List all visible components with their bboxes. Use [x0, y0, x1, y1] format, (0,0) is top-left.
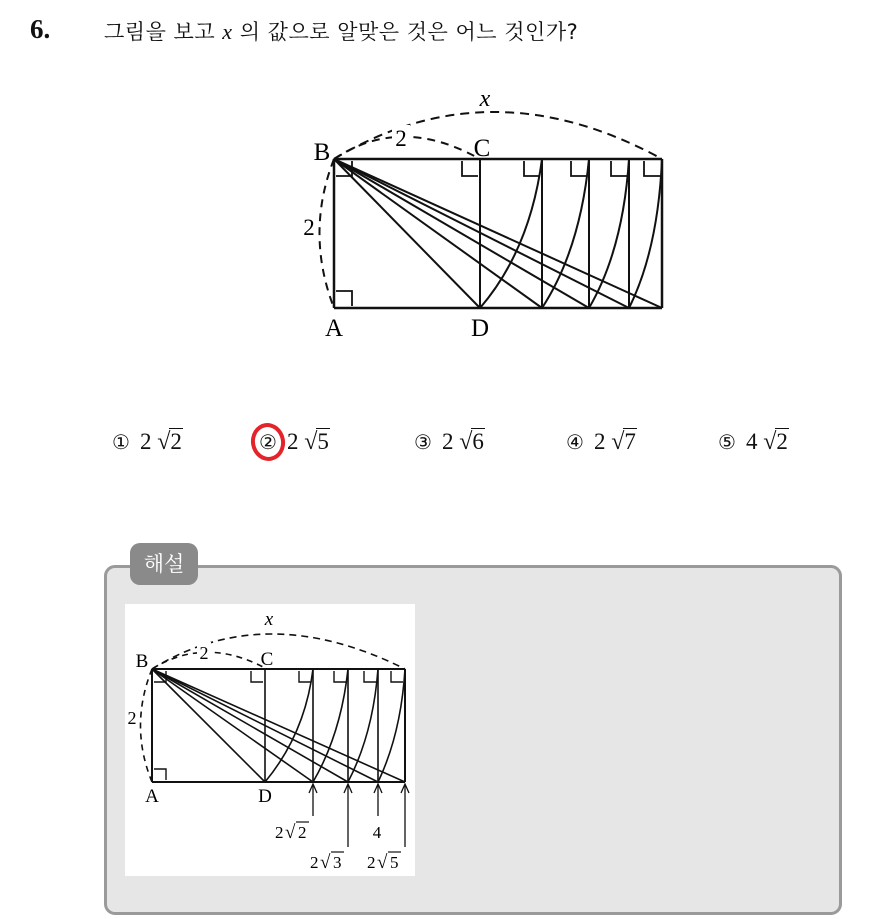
- sqrt-sign: √: [157, 429, 171, 455]
- sol-point-label-c: C: [260, 649, 274, 670]
- sol-arrow-label-2-radicand: 3: [333, 853, 342, 872]
- point-label-d: D: [470, 315, 490, 342]
- choice-5[interactable]: [718, 428, 789, 456]
- sol-point-label-a: A: [145, 786, 159, 807]
- sol-point-label-b: B: [135, 651, 149, 672]
- compass-arc-4: [629, 159, 662, 308]
- sol-diagonal-bd: [152, 669, 265, 782]
- sol-arrow-label-1-coef: 2: [275, 823, 284, 842]
- sol-right-angle-5: [391, 671, 403, 682]
- sqrt-sign: √: [459, 429, 473, 455]
- diagonal-bd: [334, 159, 480, 308]
- sol-x-dashed-arc: [152, 634, 405, 669]
- sqrt-sign: √: [611, 429, 625, 455]
- right-angle-2: [524, 161, 540, 176]
- choice-3-coefficient: 2: [441, 429, 454, 454]
- sol-ab-length-label: 2: [127, 708, 137, 728]
- diagonal-4: [334, 159, 629, 308]
- question-number: 6.: [30, 14, 51, 44]
- sol-arrow-4: [401, 784, 409, 847]
- choice-1[interactable]: [112, 428, 183, 456]
- choice-3-number: ③: [414, 430, 432, 454]
- sol-arrow-2: [344, 784, 352, 847]
- sol-compass-arc-3: [348, 669, 378, 782]
- solution-tab: 해설: [130, 543, 198, 585]
- question-variable: x: [222, 19, 233, 44]
- sol-arrow-3: [374, 784, 382, 816]
- sol-diagonal-3: [152, 669, 348, 782]
- sqrt-sign: √: [304, 429, 318, 455]
- choice-5-radicand: 2: [776, 429, 788, 454]
- sol-point-label-d: D: [258, 786, 272, 807]
- diagonal-2: [334, 159, 542, 308]
- question-text-before: 그림을 보고: [104, 20, 223, 44]
- choice-5-number: ⑤: [718, 430, 736, 454]
- sol-ab-dashed-arc: [141, 669, 153, 782]
- x-label: x: [479, 86, 491, 112]
- choice-1-coefficient: 2: [139, 429, 152, 454]
- x-dashed-arc: [334, 112, 662, 159]
- choice-2-coefficient: 2: [286, 429, 299, 454]
- sol-right-angle-3: [334, 671, 346, 682]
- right-angle-4: [611, 161, 627, 176]
- right-angle-c: [462, 161, 478, 176]
- sol-right-angle-c: [251, 671, 263, 682]
- choice-1-radicand: 2: [170, 429, 182, 454]
- answer-choices: [0, 428, 884, 464]
- sol-diagonal-2: [152, 669, 313, 782]
- solution-figure-box: [125, 604, 415, 876]
- sol-right-angle-2: [299, 671, 311, 682]
- choice-5-coefficient: 4: [745, 429, 758, 454]
- question-text: [104, 16, 578, 46]
- sol-arrow-1: [309, 784, 317, 816]
- sqrt-sign: √: [377, 852, 388, 873]
- sol-arrow-label-4-radicand: 5: [390, 853, 399, 872]
- ab-length-label: 2: [303, 215, 315, 240]
- right-angle-5: [644, 161, 660, 176]
- bc-length-label: 2: [395, 126, 407, 151]
- diagonal-3: [334, 159, 589, 308]
- sqrt-sign: √: [320, 852, 331, 873]
- choice-4[interactable]: [566, 428, 637, 456]
- choice-3[interactable]: [414, 428, 485, 456]
- point-label-c: C: [473, 135, 491, 162]
- compass-arc-3: [589, 159, 629, 308]
- question-figure: [290, 80, 690, 350]
- sqrt-sign: √: [285, 822, 296, 843]
- ab-dashed-arc: [320, 159, 335, 308]
- sol-x-label: x: [264, 609, 274, 630]
- question-text-after: 의 값으로 알맞은 것은 어느 것인가?: [232, 20, 579, 44]
- choice-2-radicand: 5: [317, 429, 329, 454]
- choice-2-number: ②: [259, 430, 277, 454]
- point-label-b: B: [313, 139, 331, 166]
- choice-4-coefficient: 2: [593, 429, 606, 454]
- sol-arrow-label-2: [310, 852, 344, 873]
- sol-arrow-label-4: [367, 852, 401, 873]
- choice-3-radicand: 6: [472, 429, 484, 454]
- right-angle-3: [571, 161, 587, 176]
- sol-arrow-label-4-coef: 2: [367, 853, 376, 872]
- choice-4-radicand: 7: [624, 429, 636, 454]
- sol-right-angle-4: [364, 671, 376, 682]
- choice-4-number: ④: [566, 430, 584, 454]
- sol-bc-length-label: 2: [199, 643, 209, 663]
- sol-arrow-label-1-radicand: 2: [298, 823, 307, 842]
- sol-arrow-label-3: 4: [372, 823, 382, 842]
- point-label-a: A: [324, 315, 344, 342]
- sol-arrow-label-2-coef: 2: [310, 853, 319, 872]
- sol-right-angle-a: [154, 769, 166, 780]
- choice-1-number: ①: [112, 430, 130, 454]
- sqrt-sign: √: [763, 429, 777, 455]
- right-angle-a: [336, 291, 352, 306]
- sol-compass-arc-4: [378, 669, 405, 782]
- solution-figure: [125, 604, 415, 876]
- sol-arrow-label-1: [275, 822, 309, 843]
